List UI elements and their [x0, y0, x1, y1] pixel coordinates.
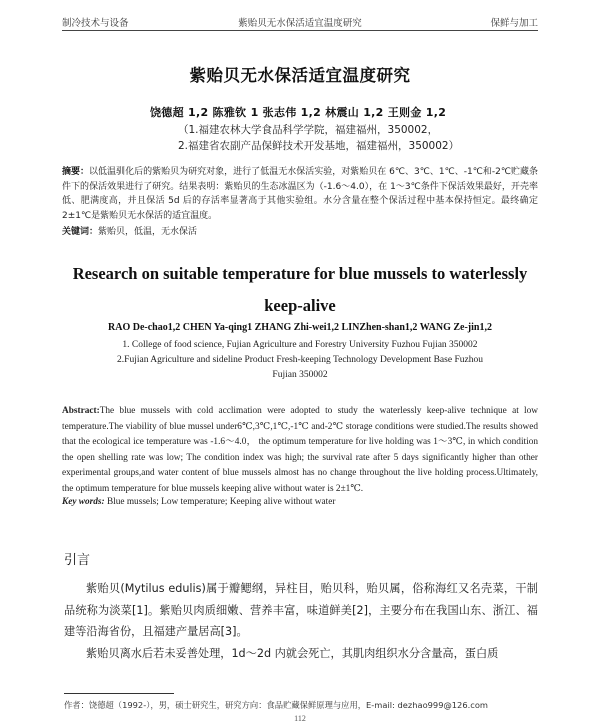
english-affiliation-line-1: 1. College of food science, Fujian Agriculture and Forestry University Fuzhou Fujian 350002	[122, 340, 478, 350]
section-heading-introduction: 引言	[64, 553, 91, 568]
header-column-name: 保鲜与加工	[490, 18, 538, 29]
footnote-divider	[64, 693, 174, 694]
english-affiliation-line-2: 2.Fujian Agriculture and sideline Product Fresh-keeping Technology Development Base Fuzhou	[117, 355, 483, 365]
chinese-abstract-text: 以低温驯化后的紫贻贝为研究对象，进行了低温无水保活实验，对紫贻贝在 6℃、3℃、1℃、-1℃和-2℃贮藏条件下的保活效果进行了研究。结果表明：紫贻贝的生态冰温区为（-1.6～4.0），在 1～3℃条件下保活效果最好，开壳率低、肥满度高，并且保活 5d 后的存活率显著高于其他实验组。水分含量在整个保活过程中基本保持恒定。最终确定 2±1℃是紫贻贝无水保活的适宜温度。	[62, 167, 538, 221]
header-journal-section: 制冷技术与设备	[62, 18, 129, 29]
chinese-keywords-label: 关键词：	[62, 227, 99, 237]
page-number: 112	[294, 714, 306, 722]
body-paragraph-2: 紫贻贝离水后若未妥善处理，1d～2d 内就会死亡，其肌肉组织水分含量高，蛋白质	[86, 646, 499, 660]
body-text	[64, 578, 538, 664]
author-footnote: 作者：饶德超（1992-），男，硕士研究生，研究方向：食品贮藏保鲜原理与应用，E-mail: dezhao999@126.com	[64, 700, 488, 710]
english-abstract-label: Abstract:	[62, 406, 100, 416]
english-keywords-label: Key words:	[62, 497, 105, 507]
english-keywords	[62, 497, 538, 507]
english-title	[40, 258, 560, 322]
chinese-keywords	[62, 224, 538, 237]
english-authors: RAO De-chao1,2 CHEN Ya-qing1 ZHANG Zhi-wei1,2 LINZhen-shan1,2 WANG Ze-jin1,2	[108, 322, 492, 333]
body-paragraph-1: 紫贻贝(Mytilus edulis)属于瓣鳃纲，异柱目，贻贝科，贻贝属，俗称海红又名壳菜，干制品统称为淡菜[1]。紫贻贝肉质细嫩、营养丰富，味道鲜美[2]，主要分布在我国山东、浙江、福建等沿海省份，且福建产量居高[3]。	[64, 582, 538, 638]
chinese-affiliation-line-1: （1.福建农林大学食品科学学院，福建福州，350002，	[178, 124, 439, 136]
chinese-keywords-text: 紫贻贝，低温，无水保活	[98, 227, 198, 237]
chinese-affiliation-line-2: 2.福建省农副产品保鲜技术开发基地，福建福州，350002）	[178, 140, 460, 152]
chinese-authors: 饶德超 1,2 陈雅钦 1 张志伟 1,2 林震山 1,2 王则金 1,2	[150, 106, 447, 119]
running-header	[62, 14, 538, 31]
english-affiliation-line-3: Fujian 350002	[272, 370, 328, 380]
english-title-line-1: Research on suitable temperature for blue mussels to waterlessly	[72, 264, 528, 283]
english-affiliations	[0, 338, 600, 383]
english-keywords-text: Blue mussels; Low temperature; Keeping alive without water	[106, 497, 336, 507]
header-article-title: 紫贻贝无水保活适宜温度研究	[238, 18, 362, 29]
english-abstract-text: The blue mussels with cold acclimation were adopted to study the waterlessly keep-alive technique at low temperature.The viability of blue mussel under6℃,3℃,1℃,-1℃ and-2℃ storage conditions were studied.The results showed that the ecological ice temperature was -1.6～4.0， the optimum temperature for live holding was 1～3℃, in which condition the open shelling rate was low; The condition index was high; the survival rate after 5 days significantly higher than other experimental groups,and water content of blue mussels almost has no change throughout the live holding process.Ultimately, the optimum temperature for blue mussels keeping alive without water is 2±1℃.	[62, 406, 538, 494]
chinese-abstract	[62, 165, 538, 223]
chinese-affiliations	[178, 122, 459, 154]
chinese-abstract-label: 摘要：	[62, 167, 90, 177]
english-abstract	[62, 404, 538, 498]
english-title-line-2: keep-alive	[264, 296, 336, 315]
chinese-title: 紫贻贝无水保活适宜温度研究	[189, 66, 411, 85]
